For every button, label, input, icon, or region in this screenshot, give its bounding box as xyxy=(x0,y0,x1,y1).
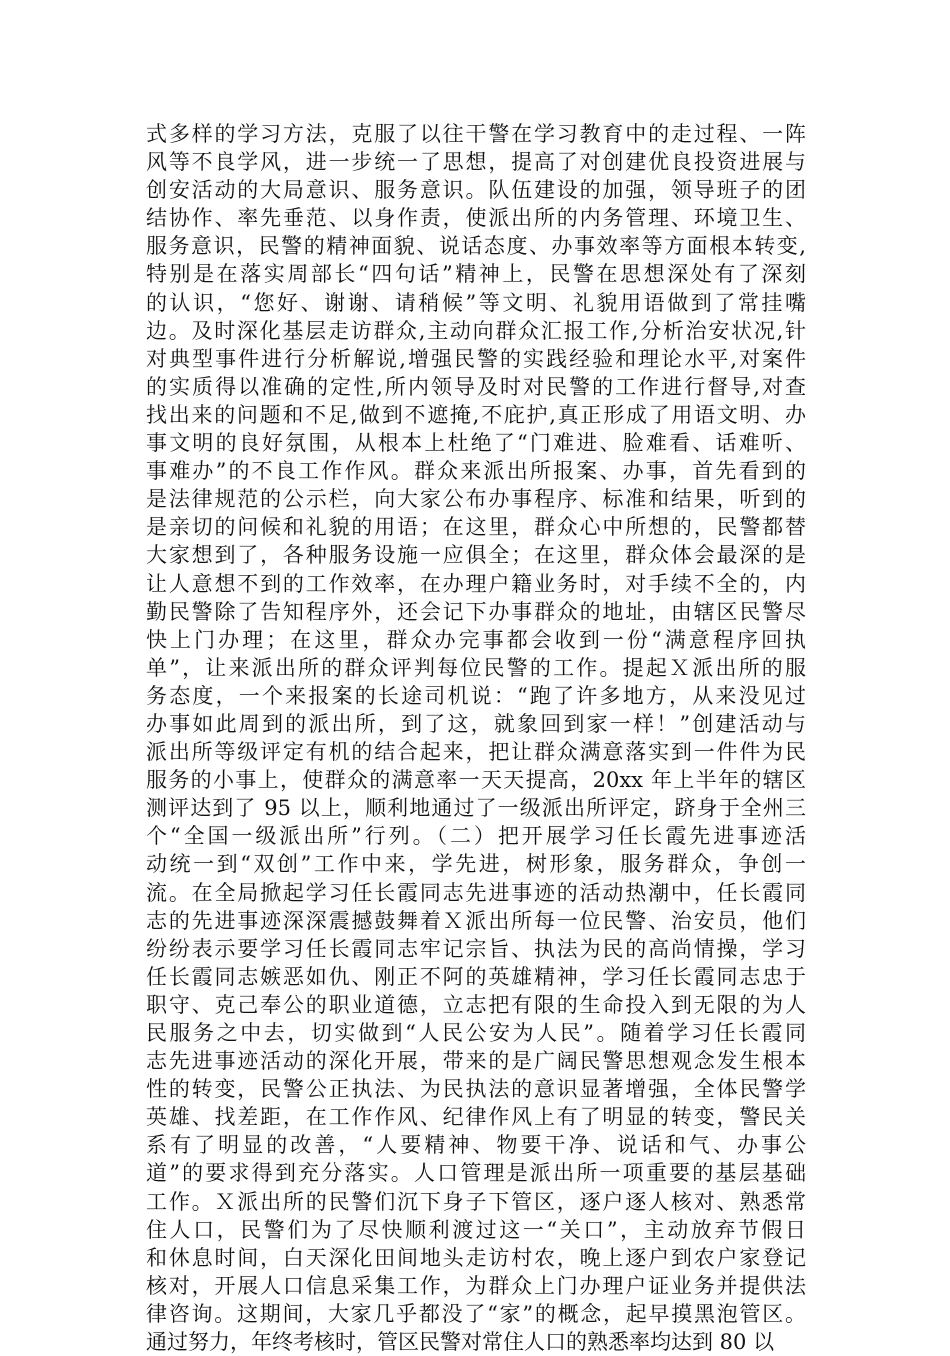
text-line: 志先进事迹活动的深化开展，带来的是广阔民警思想观念发生根本 xyxy=(146,1049,806,1074)
text-line: 民服务之中去，切实做到“人民公安为人民”。随着学习任长霞同 xyxy=(146,1021,806,1045)
text-line: 工作。Ｘ派出所的民警们沉下身子下管区，逐户逐人核对、熟悉常 xyxy=(146,1189,806,1214)
text-line: 服务的小事上，使群众的满意率一天天提高，20xx 年上半年的辖区 xyxy=(146,768,806,793)
text-line: 道”的要求得到充分落实。人口管理是派出所一项重要的基层基础 xyxy=(146,1161,806,1186)
text-line: 单”，让来派出所的群众评判每位民警的工作。提起Ｘ派出所的服 xyxy=(146,655,806,680)
text-line: 纷纷表示要学习任长霞同志牢记宗旨、执法为民的高尚情操，学习 xyxy=(146,936,806,961)
text-line: 办事如此周到的派出所，到了这，就象回到家一样！”创建活动与 xyxy=(146,711,806,736)
text-line: 式多样的学习方法，克服了以往干警在学习教育中的走过程、一阵 xyxy=(146,122,806,146)
text-line: 通过努力，年终考核时，管区民警对常住人口的熟悉率均达到 80 以 xyxy=(146,1330,775,1355)
text-line: 的认识，“您好、谢谢、请稍候”等文明、礼貌用语做到了常挂嘴 xyxy=(146,290,806,315)
text-line: 和休息时间，白天深化田间地头走访村农，晚上逐户到农户家登记 xyxy=(146,1245,806,1270)
text-line: 创安活动的大局意识、服务意识。队伍建设的加强，领导班子的团 xyxy=(146,178,806,203)
text-line: 核对，开展人口信息采集工作，为群众上门办理户证业务并提供法 xyxy=(146,1273,806,1298)
text-line: 对典型事件进行分析解说,增强民警的实践经验和理论水平,对案件 xyxy=(146,346,806,371)
text-line: 边。及时深化基层走访群众,主动向群众汇报工作,分析治安状况,针 xyxy=(146,318,806,343)
text-line: 事文明的良好氛围，从根本上杜绝了“门难进、脸难看、话难听、 xyxy=(146,431,806,456)
text-line: 职守、克己奉公的职业道德，立志把有限的生命投入到无限的为人 xyxy=(146,992,806,1017)
text-line: 勤民警除了告知程序外，还会记下办事群众的地址，由辖区民警尽 xyxy=(146,599,806,624)
text-line: 务态度，一个来报案的长途司机说：“跑了许多地方，从来没见过 xyxy=(146,683,806,708)
text-line: 志的先进事迹深深震撼鼓舞着Ｘ派出所每一位民警、治安员，他们 xyxy=(146,908,806,933)
text-line: 流。在全局掀起学习任长霞同志先进事迹的活动热潮中，任长霞同 xyxy=(146,880,806,905)
text-line: 动统一到“双创”工作中来，学先进，树形象，服务群众，争创一 xyxy=(146,852,806,877)
text-line: 系有了明显的改善，“人要精神、物要干净、说话和气、办事公 xyxy=(146,1133,806,1158)
text-line: 是法律规范的公示栏，向大家公布办事程序、标准和结果，听到的 xyxy=(146,487,806,512)
text-line: 找出来的问题和不足,做到不遮掩,不庇护,真正形成了用语文明、办 xyxy=(146,402,806,427)
text-line: 服务意识，民警的精神面貌、说话态度、办事效率等方面根本转变, xyxy=(146,234,806,259)
text-line: 特别是在落实周部长“四句话”精神上，民警在思想深处有了深刻 xyxy=(146,262,806,287)
text-line: 是亲切的问候和礼貌的用语；在这里，群众心中所想的，民警都替 xyxy=(146,515,806,540)
text-line: 测评达到了 95 以上，顺利地通过了一级派出所评定，跻身于全州三 xyxy=(146,796,806,821)
text-line: 快上门办理；在这里，群众办完事都会收到一份“满意程序回执 xyxy=(146,627,806,652)
text-line: 的实质得以准确的定性,所内领导及时对民警的工作进行督导,对查 xyxy=(146,374,806,399)
text-line: 风等不良学风，进一步统一了思想，提高了对创建优良投资进展与 xyxy=(146,150,806,175)
text-line: 让人意想不到的工作效率，在办理户籍业务时，对手续不全的，内 xyxy=(146,571,806,596)
text-line: 律咨询。这期间，大家几乎都没了“家”的概念，起早摸黑泡管区。 xyxy=(146,1301,806,1326)
text-line: 住人口，民警们为了尽快顺利渡过这一“关口”，主动放弃节假日 xyxy=(146,1217,806,1242)
text-line: 任长霞同志嫉恶如仇、刚正不阿的英雄精神，学习任长霞同志忠于 xyxy=(146,964,806,989)
text-line: 派出所等级评定有机的结合起来，把让群众满意落实到一件件为民 xyxy=(146,740,806,765)
text-line: 结协作、率先垂范、以身作责，使派出所的内务管理、环境卫生、 xyxy=(146,206,806,231)
body-text xyxy=(146,120,806,1356)
text-line: 事难办”的不良工作作风。群众来派出所报案、办事，首先看到的 xyxy=(146,459,806,484)
text-line: 个“全国一级派出所”行列。（二）把开展学习任长霞先进事迹活 xyxy=(146,824,806,849)
text-line: 英雄、找差距，在工作作风、纪律作风上有了明显的转变，警民关 xyxy=(146,1105,806,1130)
text-line: 大家想到了，各种服务设施一应俱全；在这里，群众体会最深的是 xyxy=(146,543,806,568)
text-line: 性的转变，民警公正执法、为民执法的意识显著增强，全体民警学 xyxy=(146,1077,806,1102)
